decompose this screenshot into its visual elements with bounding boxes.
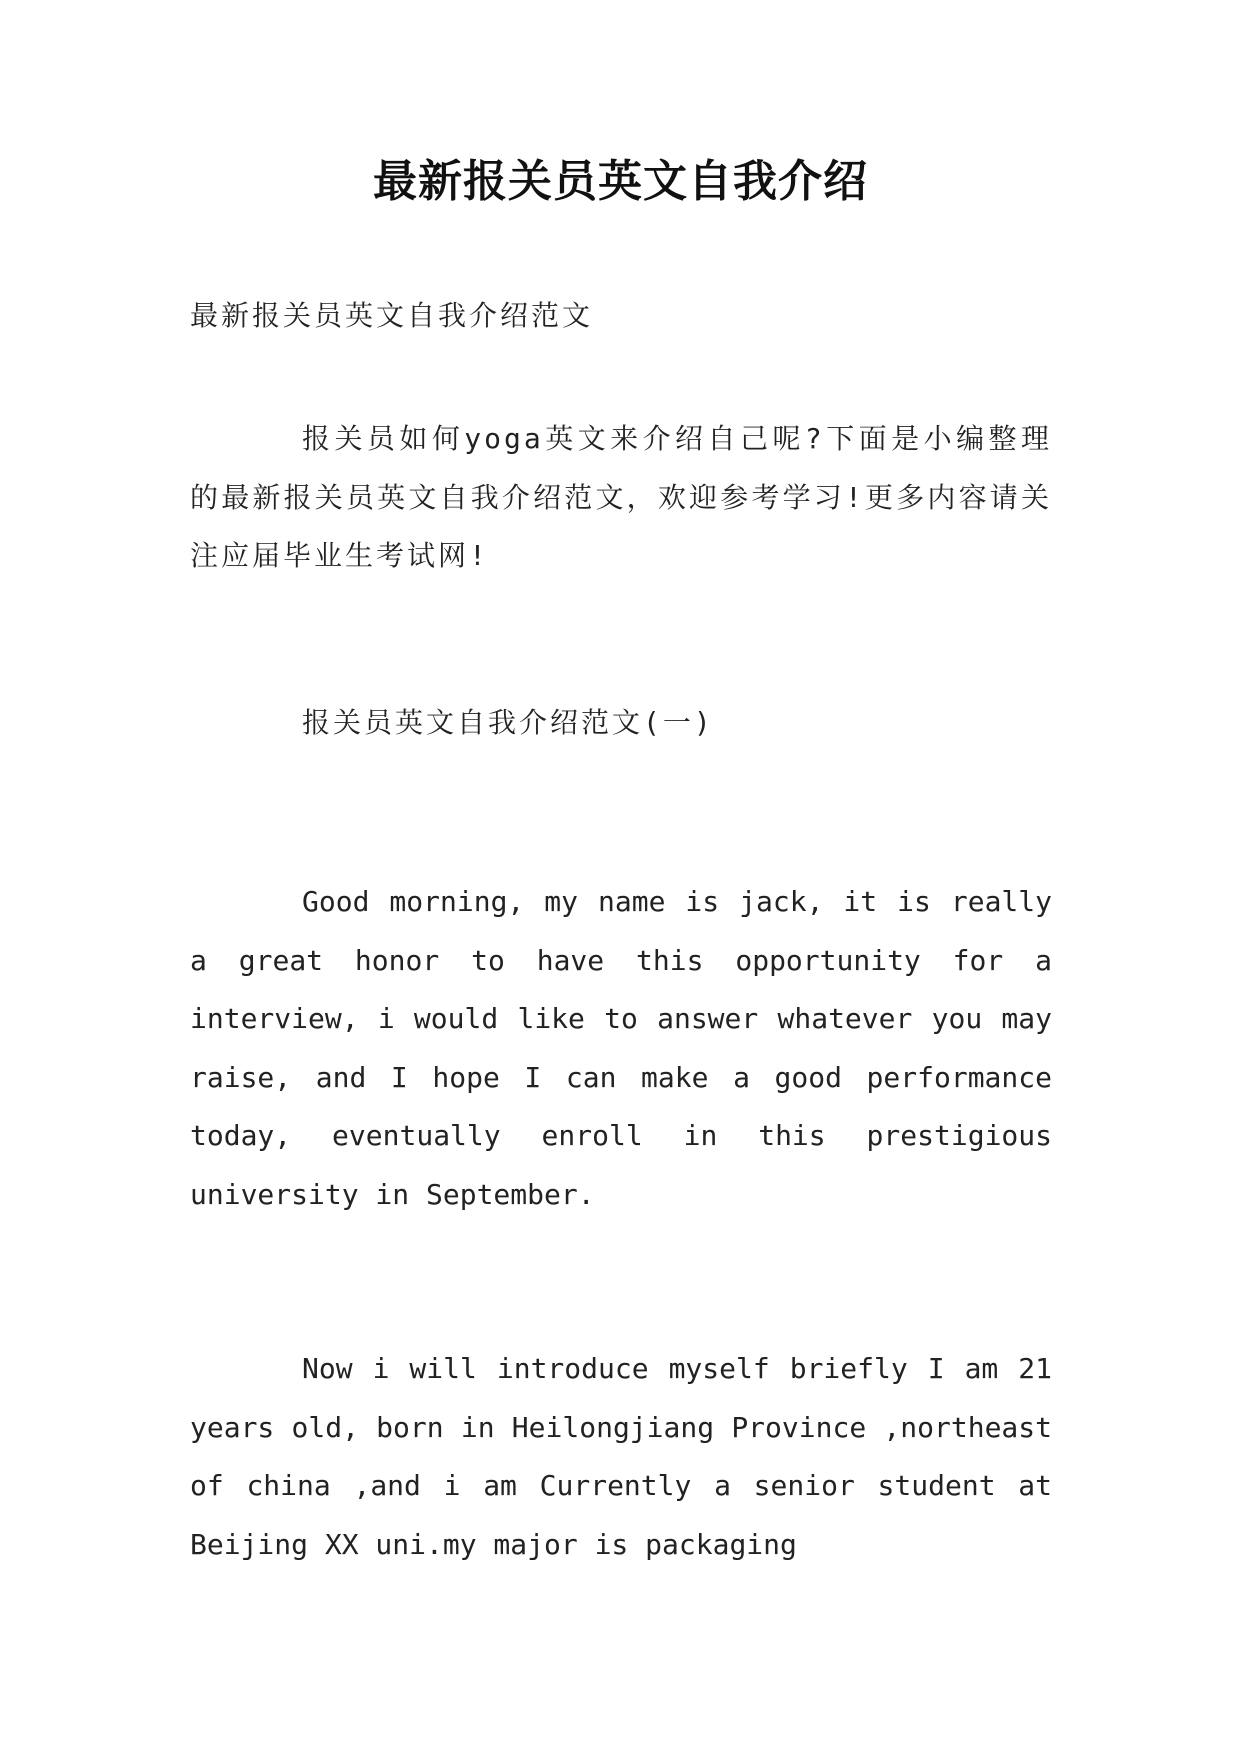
- document-title: 最新报关员英文自我介绍: [373, 156, 868, 207]
- intro-paragraph: 报关员如何yoga英文来介绍自己呢?下面是小编整理的最新报关员英文自我介绍范文，欢迎参考学习!更多内容请关注应届毕业生考试网!: [190, 422, 1052, 572]
- section-heading: 报关员英文自我介绍范文(一): [302, 706, 714, 739]
- body-paragraph-1: Good morning, my name is jack, it is really a great honor to have this opportunity for a interview, i would like to answer whatever you may raise, and I hope I can make a good performance today, eventually enroll in this prestigious university in September.: [190, 885, 1052, 1211]
- body-paragraph-2: Now i will introduce myself briefly I am 21 years old, born in Heilongjiang Province ,northeast of china ,and i am Currently a senior student at Beijing XX uni.my major is packaging: [190, 1352, 1052, 1561]
- document-subtitle: 最新报关员英文自我介绍范文: [190, 299, 594, 332]
